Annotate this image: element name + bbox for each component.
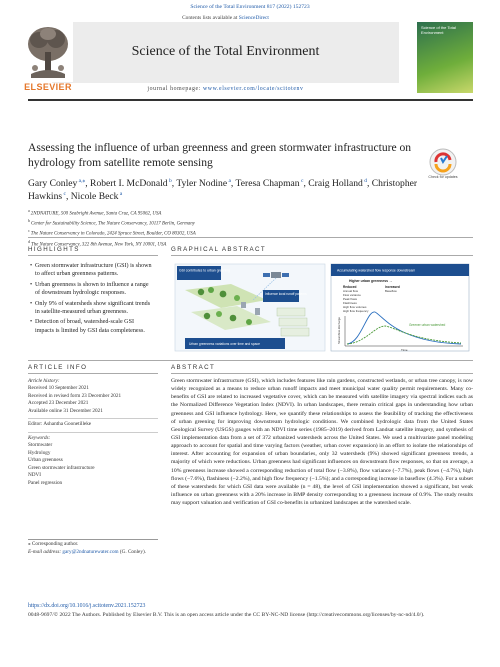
keyword-item: Stormwater: [28, 442, 53, 449]
author-affiliation-marker[interactable]: d: [362, 178, 367, 184]
affiliation-text: 2NDNATURE, 500 Seabright Avenue, Santa Cruz, CA 95062, USA: [30, 211, 162, 217]
article-info-heading: ARTICLE INFO: [28, 364, 88, 371]
ga-higher-greenness: Higher urban greenness →: [349, 279, 393, 283]
author-name[interactable]: Robert I. McDonald: [90, 178, 168, 190]
author-name[interactable]: Craig Holland: [308, 178, 363, 190]
affiliation-text: Center for Sustainability Science, The Nature Conservancy, 10117 Berlin, Germany: [31, 221, 195, 227]
keyword-item: Green stormwater infrastructure: [28, 464, 95, 471]
highlight-item: • Only 9% of watersheds show significant trends in satellite-measured urban greenness.: [30, 300, 154, 317]
email-suffix: (G. Conley).: [119, 548, 146, 555]
keyword-item: NDVI: [28, 472, 41, 479]
cover-title: Science of the Total Environment: [421, 25, 456, 35]
doi-link[interactable]: https://dx.doi.org/10.1016/j.scitotenv.2021.152723: [28, 603, 146, 609]
copyright-license-line[interactable]: 0048-9697/© 2022 The Authors. Published by Elsevier B.V. This is an open access article under the CC BY-NC-ND license (http://creativecommons.org/licenses/by-nc-nd/4.0/).: [28, 612, 425, 618]
article-info-block: [28, 378, 158, 487]
abstract-body: Green stormwater infrastructure (GSI), which includes features like rain gardens, constructed wetlands, or urban tree canopy, is now widely recognized as a means to reduce urban runoff impacts and meet municipal water quality permit requirements. Many co-benefits of GSI are related to increased vegetative cover, which can be measured with satellite imagery via spectral indices such as the Normalized Difference Vegetation Index (NDVI). In urban landscapes, there remain critical gaps in understanding how urban greenness and GSI influence hydrology. Here, we quantify these relationships to assess the feasibility of tracking the effectiveness of urban greening for improving downstream hydrologic conditions. We combined hydrologic data from the United States Geological Survey (USGS) gauges with an NDVI time series (1985–2019) derived from Landsat satellite imagery, and synthesis of GSI implementation data from a set of 372 urbanized watersheds across the United States. We used a multivariate panel modeling approach to account for spatial and time varying factors (weather, urban cover expansion) in an effort to isolate the relationships of interest. After accounting for expansion of urban boundaries, only 32 watersheds (9%) showed significant greenness trends, a majority of which were reductions. Urban greenness had significant influences on downstream flow responses, so that on average, a 10% greenness increase showed a corresponding reduction of total flow (−3.8%), flow variance (−7.7%), peak flows (−4.7%), high flows (−7.6%), flashiness (−2.2%), and high flow frequency (−1.5%); and a corresponding increase in baseflow (4.3%). For a subset of these watersheds for which GSI data were available (n = 48), the level of GSI implementation showed a significant, but weak influence on urban greenness with a 20% increase in BMP density corresponding to a greenness increase of 0.9%. The study results may support valuation and verification of GSI co-benefits in urbanized landscapes at the watershed scale.: [171, 378, 473, 507]
affiliation-item: [28, 218, 448, 228]
ga-list-item: High flow frequency: [343, 309, 369, 313]
abstract-rule: [171, 373, 473, 374]
highlight-item: • Green stormwater infrastructure (GSI) is shown to affect urban greenness patterns.: [30, 262, 154, 279]
affiliation-text: The Nature Conservancy in Colorado, 2424 Spruce Street, Boulder, CO 80302, USA: [30, 232, 196, 238]
author-affiliation-marker[interactable]: b: [167, 178, 172, 184]
check-for-updates-label[interactable]: Check for updates: [428, 175, 458, 179]
author-name[interactable]: Nicole Beck: [70, 191, 119, 203]
article-title: Assessing the influence of urban greenness and green stormwater infrastructure on hydrology from satellite remote sensing: [28, 141, 412, 170]
ga-list-item: Flashiness: [343, 301, 357, 305]
section-rule: [28, 237, 473, 238]
elsevier-wordmark: ELSEVIER: [24, 82, 72, 92]
author-name[interactable]: Tyler Nodine: [176, 178, 228, 190]
keywords-label: Keywords:: [28, 434, 51, 441]
article-info-rule: [28, 373, 158, 374]
ga-list-item: Flow variance: [343, 293, 361, 297]
keywords-list: [28, 442, 158, 487]
history-item: Accepted 23 December 2021: [28, 400, 89, 407]
author-name[interactable]: Teresa Chapman: [235, 178, 300, 190]
affiliation-key: b: [28, 218, 31, 224]
author-list: Gary Conley $^{a,⁎}$, Robert I. McDonald $^b$, Tyler Nodine $^a$, Teresa Chapman $^c$, Craig Holland $^d$, Christopher Hawkins $^c$, Nicole Beck $^a$: [28, 178, 418, 203]
history-label: Article history:: [28, 378, 60, 384]
email-link[interactable]: gary@2ndnaturewater.com: [62, 548, 119, 555]
journal-title: Science of the Total Environment: [131, 44, 320, 59]
footnote-rule: [28, 539, 158, 540]
ga-gsi-label: GSI contributes to urban greening: [179, 268, 230, 273]
header-rule: [28, 99, 473, 101]
elsevier-tree-logo: [23, 22, 73, 82]
ga-list-item: Annual flow: [343, 289, 358, 293]
corresponding-author-note: [28, 541, 228, 556]
ga-reduced-title: Reduced: [343, 285, 357, 289]
history-item: Received in revised form 23 December 2021: [28, 392, 122, 399]
corresponding-label: ⁎ Corresponding author.: [28, 541, 79, 547]
affiliation-list: [28, 208, 448, 249]
graphical-abstract-bottom-rule: [28, 360, 473, 361]
ga-accumulating-label: Accumulating watershed flow response downstream: [337, 268, 416, 273]
keyword-item: Hydrology: [28, 449, 51, 456]
ga-increased-title: Increased: [385, 285, 400, 289]
affiliation-key: d: [28, 238, 31, 244]
affiliation-text: The Nature Conservancy, 322 8th Avenue, New York, NY 10001, USA: [31, 242, 167, 248]
history-list: [28, 385, 158, 415]
homepage-link[interactable]: www.elsevier.com/locate/scitotenv: [203, 86, 304, 92]
contents-prefix: Contents lists available at: [182, 15, 238, 21]
history-item: Available online 31 December 2021: [28, 407, 103, 414]
ga-time-panels: [277, 308, 309, 336]
editor-line: Editor: Ashantha Goonetilleke: [28, 421, 92, 428]
highlight-item: • Detection of broad, watershed-scale GSI impacts is limited by GSI data completeness.: [30, 318, 154, 335]
author-name[interactable]: Christopher Hawkins: [28, 178, 418, 203]
graphical-abstract-figure[interactable]: [171, 260, 473, 355]
article-info-divider: [28, 432, 158, 433]
ga-list-item: Baseflow: [385, 289, 397, 293]
author-affiliation-marker[interactable]: a: [118, 190, 123, 197]
author-name[interactable]: Gary Conley: [28, 178, 78, 190]
author-affiliation-marker[interactable]: c: [299, 178, 304, 184]
ga-list-item: High flow volumes: [343, 305, 367, 309]
keyword-item: Panel regression: [28, 479, 63, 486]
contents-line: [52, 15, 399, 21]
ga-influence-label: Influence local runoff patterns: [265, 292, 307, 296]
history-item: Received 10 September 2021: [28, 385, 89, 392]
journal-homepage: [52, 86, 399, 92]
ga-greener-label: Greener urban watershed: [409, 323, 446, 327]
ga-increased-list: [385, 289, 398, 293]
ga-y-axis-label: Streamflow discharge: [337, 317, 341, 344]
article-info-divider: [28, 418, 158, 419]
top-citation-link[interactable]: Science of the Total Environment 817 (2022) 152723: [190, 4, 310, 10]
author-affiliation-marker[interactable]: a: [227, 178, 231, 184]
ga-x-axis-label: Time: [401, 348, 408, 352]
affiliation-item: [28, 208, 448, 218]
highlights-list: [30, 262, 154, 337]
author-affiliation-marker[interactable]: c: [62, 190, 66, 197]
ga-list-item: Peak flows: [343, 297, 357, 301]
author-affiliation-marker[interactable]: a,⁎: [77, 178, 86, 184]
highlights-rule: [28, 255, 158, 256]
graphical-abstract-heading: GRAPHICAL ABSTRACT: [171, 246, 267, 253]
sciencedirect-link[interactable]: ScienceDirect: [238, 15, 269, 21]
homepage-prefix: journal homepage:: [147, 86, 201, 92]
check-for-updates-icon[interactable]: [428, 147, 458, 177]
email-label: E-mail address:: [28, 548, 62, 555]
abstract-heading: ABSTRACT: [171, 364, 216, 371]
affiliation-key: a: [28, 208, 31, 213]
highlights-heading: HIGHLIGHTS: [28, 246, 80, 253]
graphical-abstract-rule: [171, 255, 473, 256]
highlight-item: • Urban greenness is shown to influence a range of downstream hydrologic responses.: [30, 281, 154, 298]
ga-variations-label: Urban greenness variations over time and space: [189, 342, 260, 346]
affiliation-key: c: [28, 228, 31, 234]
keyword-item: Urban greenness: [28, 457, 63, 464]
